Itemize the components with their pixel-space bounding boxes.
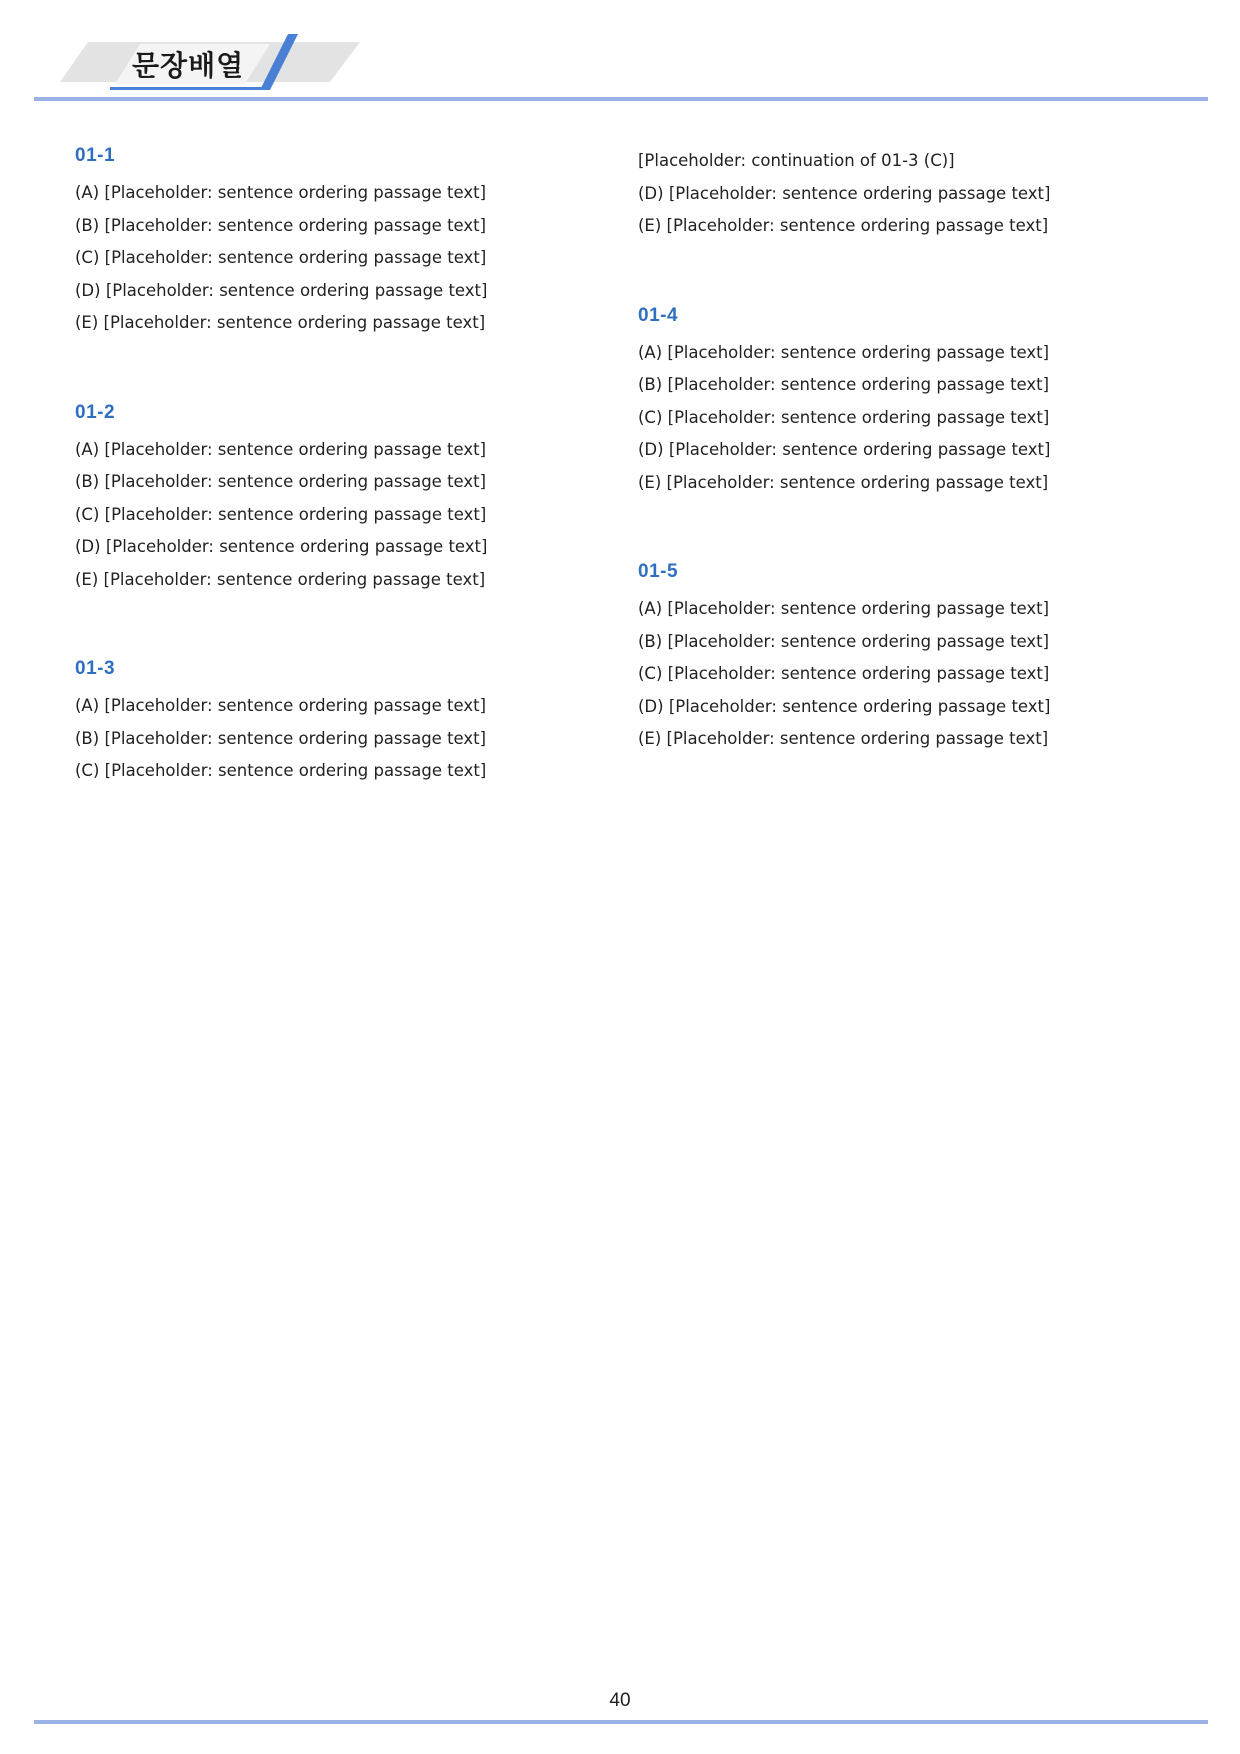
passage-sentence: (E) [Placeholder: sentence ordering passage text] <box>638 216 1049 235</box>
question-section <box>638 145 1168 243</box>
passage-sentence: (D) [Placeholder: sentence ordering passage text] <box>638 440 1051 459</box>
top-divider <box>34 97 1208 101</box>
passage-sentence: (C) [Placeholder: sentence ordering passage text] <box>638 407 1050 427</box>
page-number: 40 <box>609 1690 631 1711</box>
passage-sentence: (B) [Placeholder: sentence ordering passage text] <box>75 215 487 235</box>
passage-sentence: (A) [Placeholder: sentence ordering passage text] <box>75 183 487 202</box>
page-header <box>0 0 1240 110</box>
question-number: 01-2 <box>75 401 116 423</box>
passage-sentence: (D) [Placeholder: sentence ordering passage text] <box>638 183 1051 203</box>
passage-sentence: (C) [Placeholder: sentence ordering passage text] <box>75 248 487 267</box>
passage-sentence: (C) [Placeholder: sentence ordering passage text] <box>638 664 1050 683</box>
passage-sentence: [Placeholder: continuation of 01-3 (C)] <box>638 151 955 170</box>
question-section <box>638 305 1168 500</box>
passage-sentence: (D) [Placeholder: sentence ordering passage text] <box>75 280 488 300</box>
question-number: 01-1 <box>75 145 116 166</box>
passage-sentence: (A) [Placeholder: sentence ordering passage text] <box>638 599 1050 618</box>
passage-sentence: (A) [Placeholder: sentence ordering passage text] <box>75 696 487 715</box>
passage-sentence: (A) [Placeholder: sentence ordering passage text] <box>75 439 487 459</box>
passage-sentence: (E) [Placeholder: sentence ordering passage text] <box>75 569 486 589</box>
passage-sentence: (B) [Placeholder: sentence ordering passage text] <box>638 375 1050 394</box>
question-number: 01-5 <box>638 561 679 582</box>
passage-sentence: (B) [Placeholder: sentence ordering passage text] <box>75 728 487 748</box>
passage-sentence: (D) [Placeholder: sentence ordering passage text] <box>75 537 488 556</box>
passage-sentence: (B) [Placeholder: sentence ordering passage text] <box>75 472 487 491</box>
bottom-divider <box>34 1720 1208 1724</box>
question-number: 01-3 <box>75 658 116 679</box>
passage-sentence: (B) [Placeholder: sentence ordering passage text] <box>638 631 1050 651</box>
passage-sentence: (C) [Placeholder: sentence ordering passage text] <box>75 504 487 524</box>
passage-sentence: (D) [Placeholder: sentence ordering passage text] <box>638 696 1051 716</box>
question-section <box>75 145 605 340</box>
question-section <box>75 658 605 788</box>
page-title: 문장배열 <box>132 49 245 82</box>
passage-sentence: (A) [Placeholder: sentence ordering passage text] <box>638 342 1050 362</box>
passage-sentence: (E) [Placeholder: sentence ordering passage text] <box>638 472 1049 492</box>
question-section <box>75 402 605 597</box>
question-number: 01-4 <box>638 304 679 326</box>
passage-sentence: (E) [Placeholder: sentence ordering passage text] <box>75 313 486 332</box>
passage-sentence: (E) [Placeholder: sentence ordering passage text] <box>638 729 1049 748</box>
left-column <box>75 145 605 850</box>
header-blue-underline <box>110 87 270 90</box>
right-column <box>638 145 1168 818</box>
passage-sentence: (C) [Placeholder: sentence ordering passage text] <box>75 761 487 780</box>
question-section <box>638 561 1168 756</box>
